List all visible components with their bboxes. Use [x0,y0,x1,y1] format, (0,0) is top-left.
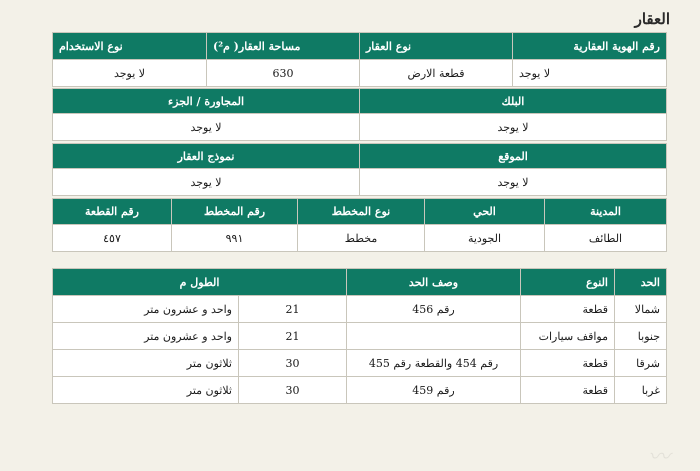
boundary-length: 21 [239,296,347,323]
location-info-table [52,143,667,196]
header-boundary: الحد [615,269,667,296]
table-row [53,323,667,350]
value-property-type: قطعة الارض [360,60,513,87]
header-boundary-type: النوع [521,269,615,296]
header-city: المدينة [545,199,667,225]
header-location: الموقع [360,144,667,169]
value-property-id: لا يوجد [513,60,667,87]
table-row [53,296,667,323]
value-district: الجودية [425,225,545,252]
boundary-length-text: واحد و عشرون متر [53,323,239,350]
plan-info-table [52,198,667,252]
section-title: العقار [634,10,670,28]
header-plan-type: نوع المخطط [298,199,425,225]
watermark-logo: 〰 [648,445,671,470]
header-boundary-description: وصف الحد [347,269,521,296]
value-block: لا يوجد [360,114,667,141]
value-property-model: لا يوجد [53,169,360,196]
header-plot-number: رقم القطعة [53,199,172,225]
value-plan-type: مخطط [298,225,425,252]
header-property-id: رقم الهوية العقارية [513,33,667,60]
header-length: الطول م [53,269,347,296]
block-info-table [52,88,667,141]
value-plan-number: ٩٩١ [172,225,298,252]
boundary-side: غربا [615,377,667,404]
header-usage-type: نوع الاستخدام [53,33,207,60]
boundary-type: قطعة [521,350,615,377]
table-row [53,377,667,404]
table-row [53,350,667,377]
header-district: الحي [425,199,545,225]
value-usage-type: لا يوجد [53,60,207,87]
value-adjacent: لا يوجد [53,114,360,141]
boundaries-table [52,268,667,404]
value-city: الطائف [545,225,667,252]
boundary-type: مواقف سيارات [521,323,615,350]
boundary-type: قطعة [521,296,615,323]
header-property-type: نوع العقار [360,33,513,60]
value-location: لا يوجد [360,169,667,196]
boundary-length-text: ثلاثون متر [53,377,239,404]
value-plot-number: ٤٥٧ [53,225,172,252]
header-adjacent: المجاورة / الجزء [53,89,360,114]
value-property-area: 630 [207,60,360,87]
boundary-description: رقم 456 [347,296,521,323]
boundary-description: رقم 459 [347,377,521,404]
boundary-side: شرقا [615,350,667,377]
boundary-side: جنوبا [615,323,667,350]
boundary-type: قطعة [521,377,615,404]
header-property-model: نموذج العقار [53,144,360,169]
boundary-description: رقم 454 والقطعة رقم 455 [347,350,521,377]
header-plan-number: رقم المخطط [172,199,298,225]
header-property-area: مساحة العقار( م²) [207,33,360,60]
boundary-length: 30 [239,377,347,404]
header-block: البلك [360,89,667,114]
boundary-length-text: ثلاثون متر [53,350,239,377]
property-info-table [52,32,667,87]
boundary-description [347,323,521,350]
boundary-length: 21 [239,323,347,350]
boundary-length-text: واحد و عشرون متر [53,296,239,323]
boundary-length: 30 [239,350,347,377]
boundary-side: شمالا [615,296,667,323]
